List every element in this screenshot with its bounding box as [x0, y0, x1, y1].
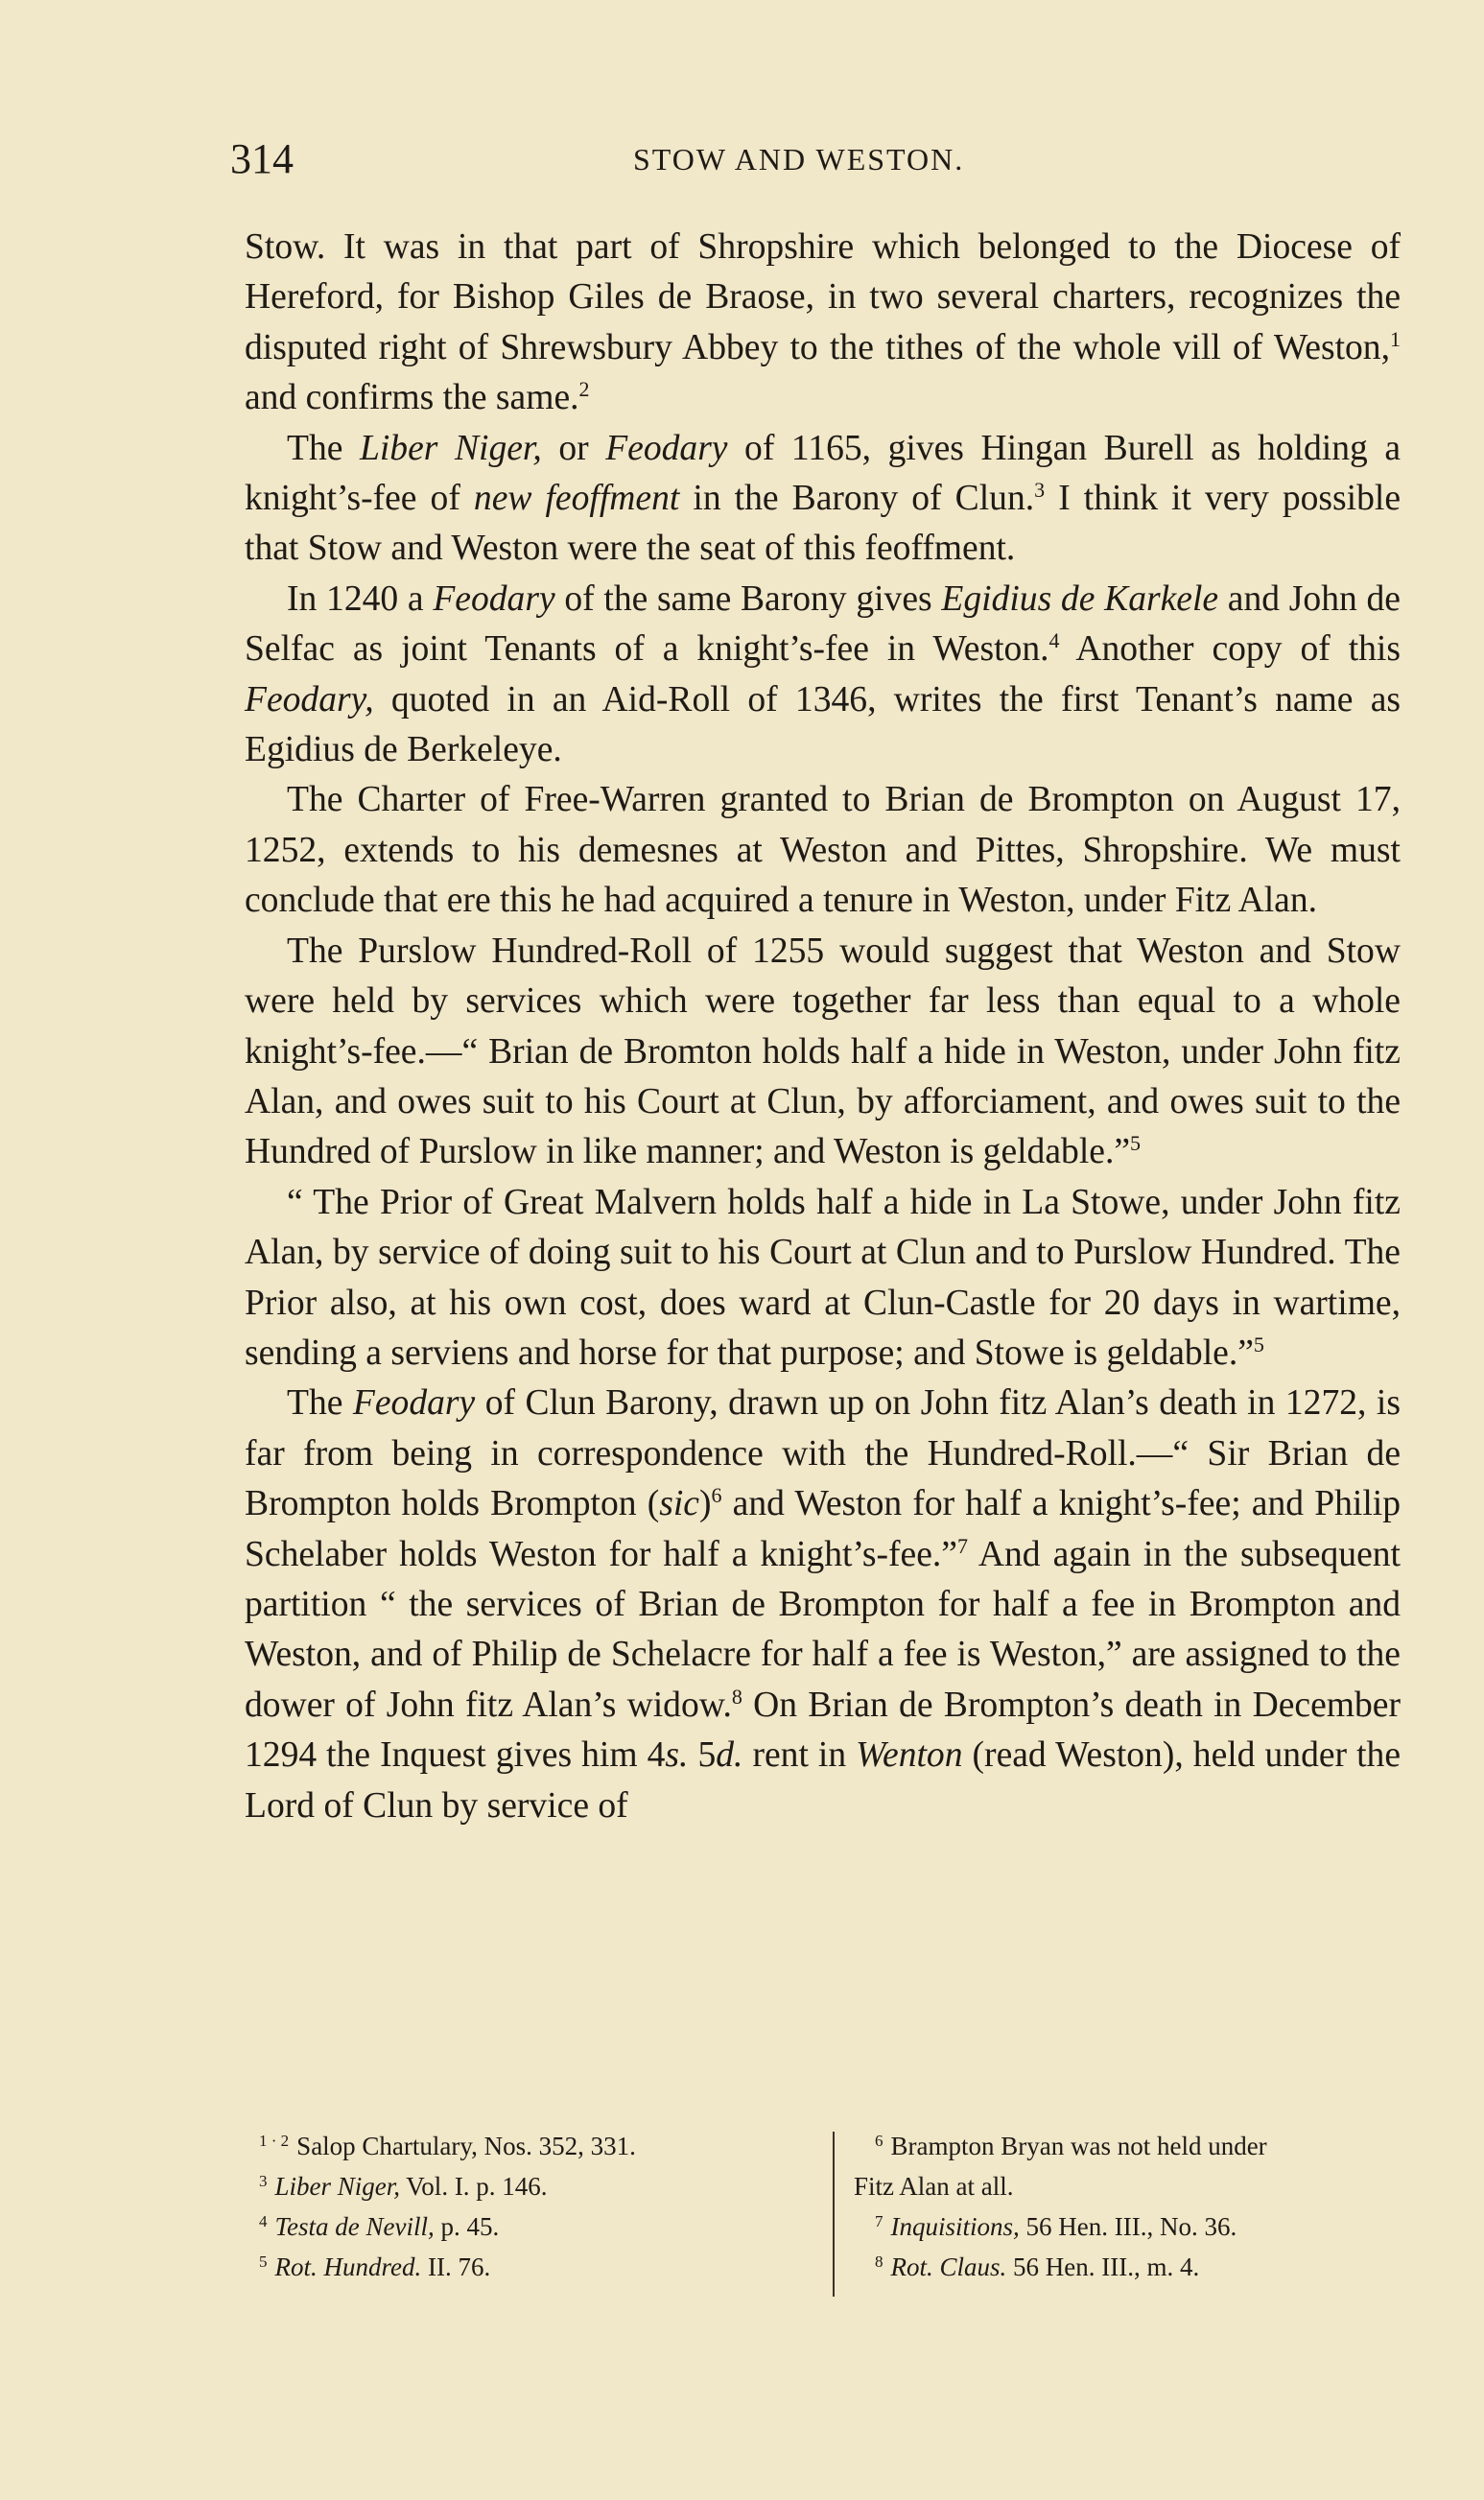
footnote-ref: 8 [731, 1684, 742, 1709]
page-header [230, 134, 1401, 192]
footnote-continuation: Fitz Alan at all. [854, 2172, 1014, 2201]
footnote: $^{1 \cdot 2}$ Salop Chartulary, Nos. 352, 331. [259, 2132, 636, 2160]
footnote: $^6$ Brampton Bryan was not held under [875, 2132, 1267, 2160]
footnotes [259, 2126, 1401, 2299]
footnote-ref: 6 [711, 1483, 722, 1508]
paragraph: The Purslow Hundred-Roll of 1255 would suggest that Weston and Stow were held by services which were together far less than equal to a whole knight’s-fee.—“ Brian de Bromton holds half a hide in Weston, under John fitz Alan, and owes suit to his Court at Clun, by afforciament, and owes suit to the Hundred of Purslow in like manner; and Weston is geldable.”$^5$ [245, 931, 1401, 1172]
footnote-ref: 2 [578, 377, 590, 402]
footnote: $^7$ Inquisitions, 56 Hen. III., No. 36. [875, 2212, 1237, 2241]
paragraph: “ The Prior of Great Malvern holds half a hide in La Stowe, under John fitz Alan, by service of doing suit to his Court at Clun and to Purslow Hundred. The Prior also, at his own cost, does ward at Clun-Castle for 20 days in wartime, sending a serviens and horse for that purpose; and Stowe is geldable.”$^5$ [245, 1182, 1401, 1373]
footnote-ref: 5 [1253, 1332, 1264, 1356]
paragraph: The Charter of Free-Warren granted to Brian de Brompton on August 17, 1252, extends to his demesnes at Weston and Pittes, Shropshire. We must conclude that ere this he had acquired a tenure in Weston, under Fitz Alan. [245, 780, 1401, 921]
footnote: $^8$ Rot. Claus. 56 Hen. III., m. 4. [875, 2252, 1200, 2281]
footnote-ref: 5 [1130, 1131, 1142, 1156]
paragraph: The Liber Niger, or Feodary of 1165, gives Hingan Burell as holding a knight’s-fee of new feoffment in the Barony of Clun.$^3$ I think it very possible that Stow and Weston were the seat of this feoffment. [245, 428, 1402, 569]
footnotes-left-column [259, 2126, 811, 2287]
footnote: $^3$ Liber Niger, Vol. I. p. 146. [259, 2172, 548, 2201]
footnote-column-divider [833, 2132, 835, 2297]
paragraph: Stow. It was in that part of Shropshire which belonged to the Diocese of Hereford, for Bishop Giles de Braose, in two several charters, recognizes the disputed right of Shrewsbury Abbey to the tithes of the whole vill of Weston,$^1$ and confirms the same.$^2$ [245, 227, 1401, 418]
paragraph: The Feodary of Clun Barony, drawn up on John fitz Alan’s death in 1272, is far from being in correspondence with the Hundred-Roll.—“ Sir Brian de Brompton holds Brompton (sic)$^6$ and Weston for half a knight’s-fee; and Philip Schelaber holds Weston for half a knight’s-fee.”$^7$ And again in the subsequent partition “ the services of Brian de Brompton for half a fee in Brompton and Weston, and of Philip de Schelacre for half a fee is Weston,” are assigned to the dower of John fitz Alan’s widow.$^8$ On Brian de Brompton’s death in December 1294 the Inquest gives him 4s. 5d. rent in Wenton (read Weston), held under the Lord of Clun by service of [245, 1383, 1402, 1826]
footnote-ref: 1 [1390, 326, 1401, 351]
footnote: $^4$ Testa de Nevill, p. 45. [259, 2212, 500, 2241]
body-text [245, 223, 1401, 1831]
footnotes-right-column [854, 2126, 1401, 2287]
page-number: 314 [230, 135, 294, 182]
footnote: $^5$ Rot. Hundred. II. 76. [259, 2252, 491, 2281]
paragraph: In 1240 a Feodary of the same Barony gives Egidius de Karkele and John de Selfac as joint Tenants of a knight’s-fee in Weston.$^4$ Another copy of this Feodary, quoted in an Aid-Roll of 1346, writes the first Tenant’s name as Egidius de Berkeleye. [245, 578, 1401, 770]
footnote-ref: 7 [956, 1533, 968, 1558]
running-head: STOW AND WESTON. [633, 142, 965, 177]
footnote-ref: 3 [1034, 478, 1046, 503]
footnote-ref: 4 [1048, 628, 1060, 653]
